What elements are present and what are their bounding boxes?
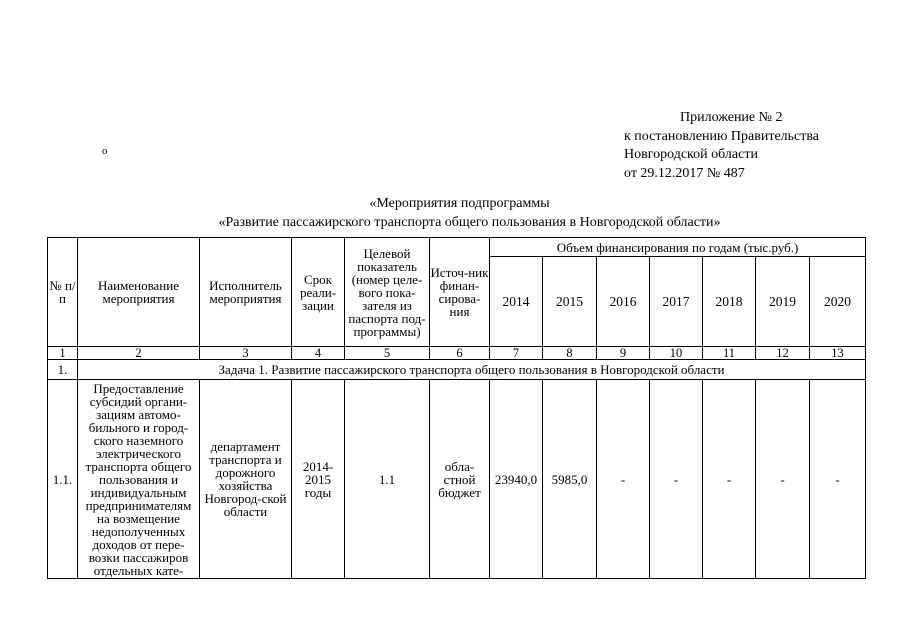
column-number: 10 <box>650 347 703 360</box>
col-header-year: 2020 <box>810 257 866 347</box>
attachment-note <box>624 109 819 184</box>
column-number: 13 <box>810 347 866 360</box>
column-numbers-row <box>48 347 866 360</box>
col-header-number: № п/п <box>48 238 78 347</box>
attachment-line-1: Приложение № 2 <box>680 110 783 125</box>
row-value: - <box>703 380 756 579</box>
column-number: 4 <box>292 347 345 360</box>
col-header-year: 2014 <box>490 257 543 347</box>
row-value: - <box>597 380 650 579</box>
measures-table <box>47 237 866 579</box>
row-source: обла-стной бюджет <box>430 380 490 579</box>
row-name: Предоставление субсидий органи-зациям автомо-бильного и город-ского наземного электрического транспорта общего пользования и индивидуальным предпринимателям на возмещение недополученных доходов от пере-возки пассажиров отдельных кате- <box>78 380 200 579</box>
col-header-name: Наименование мероприятия <box>78 238 200 347</box>
document-title-line-1: «Мероприятия подпрограммы <box>369 196 550 211</box>
column-number: 5 <box>345 347 430 360</box>
task-title: Задача 1. Развитие пассажирского транспорта общего пользования в Новгородской области <box>78 360 866 380</box>
row-value: 5985,0 <box>543 380 597 579</box>
col-header-year: 2015 <box>543 257 597 347</box>
column-number: 3 <box>200 347 292 360</box>
task-row <box>48 360 866 380</box>
row-period: 2014-2015 годы <box>292 380 345 579</box>
stray-mark: о <box>102 145 108 157</box>
column-number: 8 <box>543 347 597 360</box>
row-number: 1.1. <box>48 380 78 579</box>
row-executor: департамент транспорта и дорожного хозяйства Новгород-ской области <box>200 380 292 579</box>
column-number: 6 <box>430 347 490 360</box>
col-header-executor: Исполнитель мероприятия <box>200 238 292 347</box>
attachment-line-4: от 29.12.2017 № 487 <box>624 166 745 182</box>
column-number: 2 <box>78 347 200 360</box>
col-header-period: Срок реали-зации <box>292 238 345 347</box>
attachment-line-3: Новгородской области <box>624 147 758 163</box>
col-header-source: Источ-ник финан-сирова-ния <box>430 238 490 347</box>
column-number: 12 <box>756 347 810 360</box>
row-value: - <box>810 380 866 579</box>
table-row <box>48 380 866 579</box>
attachment-line-2: к постановлению Правительства <box>624 128 820 144</box>
column-number: 9 <box>597 347 650 360</box>
column-number: 7 <box>490 347 543 360</box>
row-value: - <box>650 380 703 579</box>
column-number: 1 <box>48 347 78 360</box>
col-header-year: 2017 <box>650 257 703 347</box>
table-header-row <box>48 238 866 257</box>
document-title-line-2: «Развитие пассажирского транспорта общего пользования в Новгородской области» <box>218 215 721 230</box>
col-header-year: 2018 <box>703 257 756 347</box>
row-value: 23940,0 <box>490 380 543 579</box>
row-value: - <box>756 380 810 579</box>
col-header-funding: Объем финансирования по годам (тыс.руб.) <box>490 238 866 257</box>
col-header-year: 2016 <box>597 257 650 347</box>
task-number: 1. <box>48 360 78 380</box>
column-number: 11 <box>703 347 756 360</box>
row-target: 1.1 <box>345 380 430 579</box>
col-header-year: 2019 <box>756 257 810 347</box>
col-header-target: Целевой показатель (номер целе-вого пока-зателя из паспорта под-программы) <box>345 238 430 347</box>
